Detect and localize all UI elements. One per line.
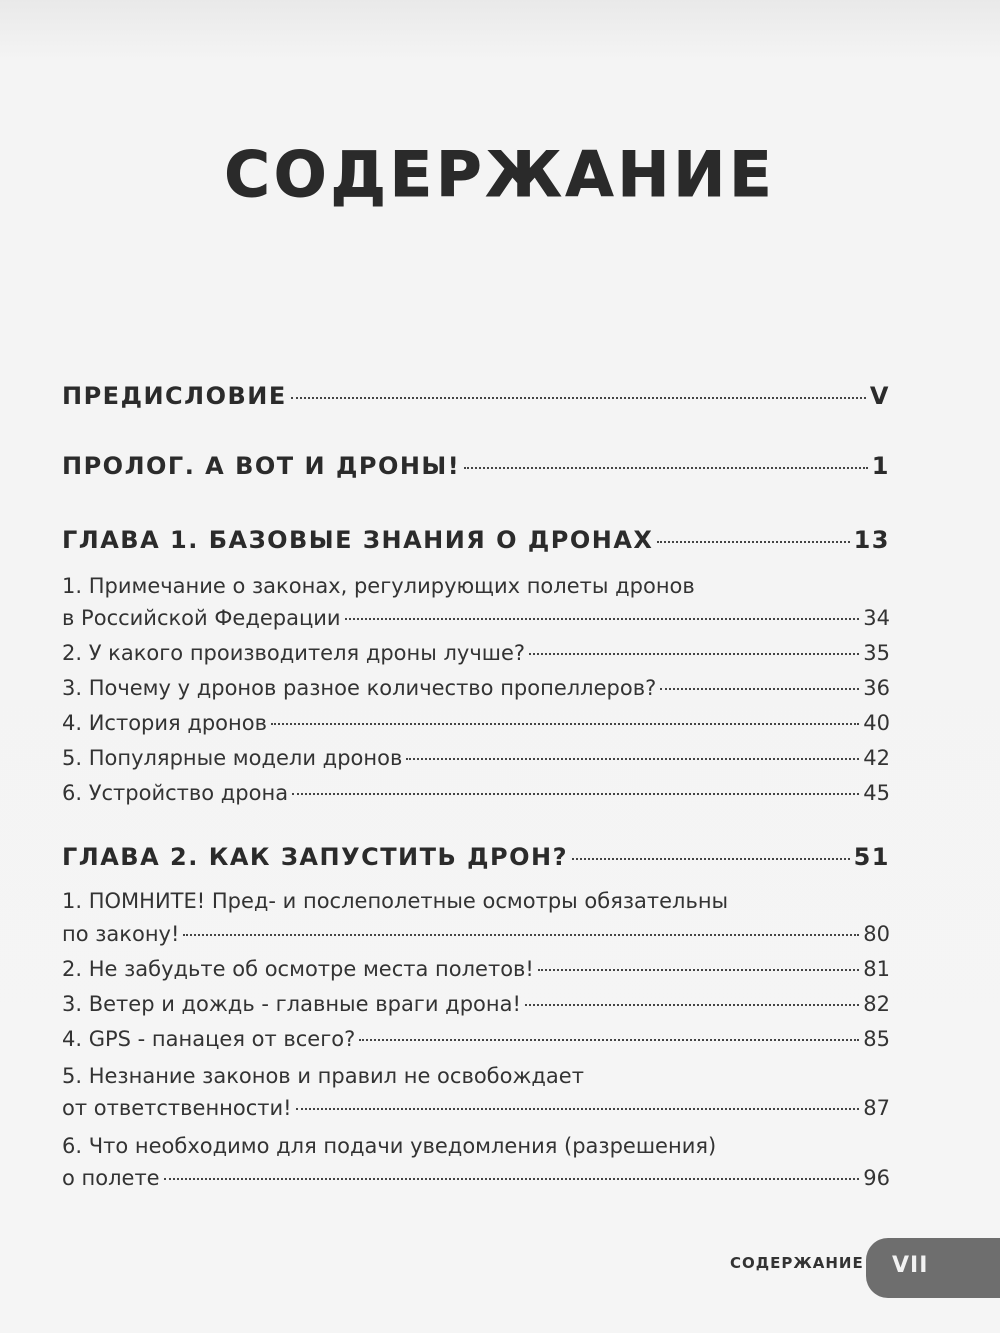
toc-section-1-3[interactable] — [62, 676, 890, 700]
dot-leader — [525, 1004, 859, 1006]
toc-section-2-3[interactable] — [62, 992, 890, 1016]
dot-leader — [529, 653, 859, 655]
dot-leader — [183, 934, 859, 936]
dot-leader — [291, 397, 866, 399]
toc-section-line1: 1. ПОМНИТЕ! Пред- и послеполетные осмотры обязательны — [62, 889, 729, 913]
toc-entry-page: 1 — [871, 452, 890, 480]
toc-section-page: 80 — [863, 922, 890, 946]
dot-leader — [296, 1108, 860, 1110]
toc-entry-page: 13 — [853, 526, 890, 554]
toc-entry-chapter-1[interactable] — [62, 526, 890, 554]
running-footer-label: СОДЕРЖАНИЕ — [730, 1254, 864, 1272]
page-title: СОДЕРЖАНИЕ — [224, 138, 776, 211]
toc-section-1-4[interactable] — [62, 711, 890, 735]
toc-section-page: 87 — [863, 1096, 890, 1120]
toc-section-line1: 5. Незнание законов и правил не освобождает — [62, 1064, 584, 1088]
page-number-tab — [866, 1238, 1000, 1298]
toc-section-line1: 6. Что необходимо для подачи уведомления (разрешения) — [62, 1134, 717, 1158]
toc-section-2-2[interactable] — [62, 957, 890, 981]
toc-section-label: от ответственности! — [62, 1096, 292, 1120]
toc-section-2-4[interactable] — [62, 1027, 890, 1051]
toc-entry-preface[interactable] — [62, 382, 890, 410]
toc-entry-prologue[interactable] — [62, 452, 890, 480]
toc-section-label: в Российской Федерации — [62, 606, 341, 630]
toc-entry-label: ПРОЛОГ. А ВОТ И ДРОНЫ! — [62, 452, 461, 480]
toc-section-page: 42 — [863, 746, 890, 770]
toc-section-label: 5. Популярные модели дронов — [62, 746, 403, 770]
dot-leader — [164, 1178, 860, 1180]
toc-section-2-5[interactable] — [62, 1096, 890, 1120]
toc-section-label: 3. Ветер и дождь - главные враги дрона! — [62, 992, 521, 1016]
toc-section-page: 85 — [863, 1027, 890, 1051]
toc-section-page: 34 — [863, 606, 890, 630]
dot-leader — [660, 688, 859, 690]
toc-entry-chapter-2[interactable] — [62, 843, 890, 871]
toc-section-2-1[interactable] — [62, 922, 890, 946]
toc-section-label: 2. У какого производителя дроны лучше? — [62, 641, 526, 665]
toc-section-page: 82 — [863, 992, 890, 1016]
toc-section-1-1[interactable] — [62, 606, 890, 630]
toc-section-page: 40 — [863, 711, 890, 735]
toc-section-line1: 1. Примечание о законах, регулирующих полеты дронов — [62, 574, 695, 598]
dot-leader — [406, 758, 859, 760]
dot-leader — [345, 618, 860, 620]
toc-section-page: 96 — [863, 1166, 890, 1190]
toc-entry-label: ГЛАВА 1. БАЗОВЫЕ ЗНАНИЯ О ДРОНАХ — [62, 526, 654, 554]
toc-entry-label: ПРЕДИСЛОВИЕ — [62, 382, 287, 410]
toc-section-label: о полете — [62, 1166, 160, 1190]
toc-section-1-2[interactable] — [62, 641, 890, 665]
toc-section-page: 36 — [863, 676, 890, 700]
dot-leader — [657, 541, 849, 543]
toc-section-page: 81 — [863, 957, 890, 981]
dot-leader — [572, 858, 850, 860]
toc-section-1-5[interactable] — [62, 746, 890, 770]
toc-section-1-6[interactable] — [62, 781, 890, 805]
dot-leader — [271, 723, 859, 725]
toc-section-page: 45 — [863, 781, 890, 805]
toc-section-label: по закону! — [62, 922, 180, 946]
dot-leader — [359, 1039, 859, 1041]
page-number: VII — [892, 1253, 929, 1278]
toc-entry-page: 51 — [853, 843, 890, 871]
toc-section-page: 35 — [863, 641, 890, 665]
toc-section-label: 3. Почему у дронов разное количество пропеллеров? — [62, 676, 657, 700]
toc-section-label: 2. Не забудьте об осмотре места полетов! — [62, 957, 534, 981]
toc-entry-page: V — [869, 382, 890, 410]
toc-section-label: 4. GPS - панацея от всего? — [62, 1027, 356, 1051]
dot-leader — [292, 793, 859, 795]
dot-leader — [538, 969, 859, 971]
toc-section-label: 6. Устройство дрона — [62, 781, 289, 805]
toc-section-label: 4. История дронов — [62, 711, 267, 735]
toc-entry-label: ГЛАВА 2. КАК ЗАПУСТИТЬ ДРОН? — [62, 843, 569, 871]
dot-leader — [464, 467, 868, 469]
toc-section-2-6[interactable] — [62, 1166, 890, 1190]
